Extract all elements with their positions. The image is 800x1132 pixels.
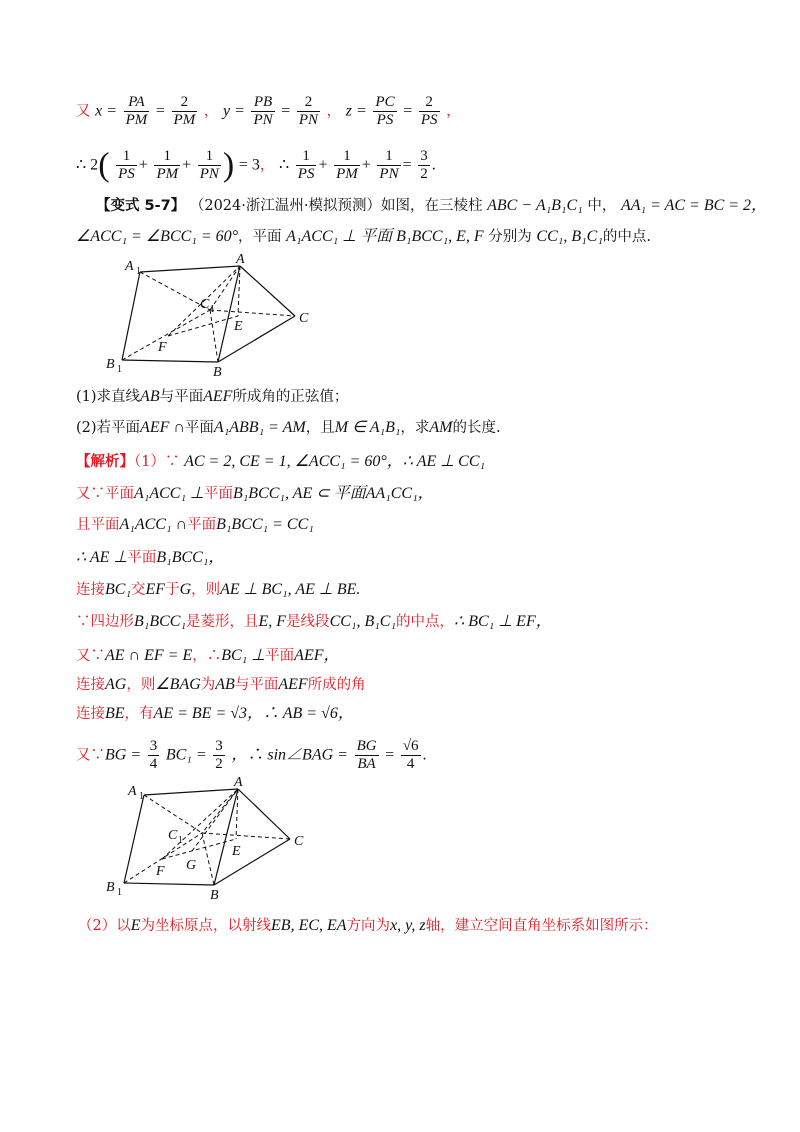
svg-text:1: 1 (139, 791, 144, 802)
solution-line-4: ∴ AE ⊥平面B₁BCC₁， (76, 549, 225, 566)
math-prism: ABC − A₁B₁C₁ (487, 197, 583, 214)
line-1: 又 x = $\frac{PA}{PM}$ = $\frac{2}{PM}$ ， y = $\frac{PB}{PN}$ = $\frac{2}{PN}$ ， z = $\frac{PC}{PS}$ = $\frac{2}{PS}$ ， (76, 94, 461, 128)
label-b-b: B (210, 888, 219, 903)
svg-text:1: 1 (117, 364, 122, 375)
frac-3-2b: $\frac{3}{2}$ (215, 738, 223, 772)
math-therefore-2: ∴ 2 (76, 156, 99, 174)
solution-line-10: 又∵BG = $\frac{3}{4}$ BC₁ = $\frac{3}{2}$ ，∴ sin∠BAG = $\frac{BG}{BA}$ = $\frac{√6}{4}$ . (76, 738, 427, 772)
solution-line-9: 连接BE，有AE = BE = √3，∴ AB = √6， (76, 705, 354, 722)
math-eq3: = 3 (238, 156, 260, 174)
label-b: B (213, 365, 222, 380)
line-2: ∴ 2( $\frac{1}{PS}$ + $\frac{1}{PM}$ + $\frac{1}{PN}$ ) = 3， ∴ $\frac{1}{PS}$ + $\frac{1}{PM}$ + $\frac{1}{PN}$ = $\frac{3}{2}$ . (76, 146, 436, 184)
solution-line-6: ∵四边形B₁BCC₁是菱形，且E, F是线段CC₁, B₁C₁的中点，∴ BC₁ ⊥ EF， (76, 613, 552, 630)
prism-figure-1 (100, 250, 330, 380)
question-1: (1)求直线AB与平面AEF所成角的正弦值； (76, 388, 349, 405)
svg-text:1: 1 (178, 835, 183, 846)
frac-pc-ps: $\frac{PC}{PS}$ (375, 94, 395, 128)
frac-2-pn: $\frac{2}{PN}$ (298, 94, 319, 128)
label-e: E (234, 319, 243, 334)
label-a1-b: A (128, 784, 137, 799)
frac-1-pm: $\frac{1}{PM}$ (156, 148, 179, 182)
solution-line-1: 【解析】（1）∵ AC = 2, CE = 1, ∠ACC₁ = 60°，∴ AE ⊥ CC₁ (76, 453, 486, 470)
frac-3-2: $\frac{3}{2}$ (420, 148, 428, 182)
solution-line-5: 连接BC₁交EF于G，则AE ⊥ BC₁, AE ⊥ BE. (76, 581, 361, 598)
frac-2-ps: $\frac{2}{PS}$ (420, 94, 438, 128)
svg-text:1: 1 (210, 304, 215, 315)
math-y: y = (222, 102, 245, 120)
frac-1-pn-b: $\frac{1}{PN}$ (379, 148, 399, 182)
solution-line-3: 且平面A₁ACC₁ ∩平面B₁BCC₁ = CC₁ (76, 516, 314, 533)
label-f: F (158, 340, 167, 355)
math-cond2: ∠ACC₁ = ∠BCC₁ = 60° (76, 228, 239, 245)
svg-text:1: 1 (117, 887, 122, 898)
label-c-b: C (294, 834, 304, 849)
frac-1-pn: $\frac{1}{PN}$ (199, 148, 219, 182)
label-b1: B (106, 357, 115, 372)
frac-pb-pn: $\frac{PB}{PN}$ (253, 94, 273, 128)
text-you: 又 (76, 103, 91, 120)
label-c1-b: C (168, 828, 178, 843)
label-c: C (299, 311, 309, 326)
label-b1-b: B (106, 880, 115, 895)
solution-tag: 【解析】 (76, 454, 134, 470)
frac-1-ps: $\frac{1}{PS}$ (118, 148, 135, 182)
solution-line-7: 又∵AE ∩ EF = E，∴BC₁ ⊥平面AEF， (76, 647, 340, 664)
part-2-line: （2）以E为坐标原点，以射线EB, EC, EA方向为x, y, z轴，建立空间直角坐标系如图所示： (78, 917, 658, 934)
label-c1: C (200, 297, 210, 312)
math-z: z = (345, 102, 367, 120)
label-a1: A (125, 259, 134, 274)
label-e-b: E (232, 844, 241, 859)
math-x: x = (95, 102, 118, 120)
label-a-b: A (234, 775, 243, 790)
problem-line-2: ∠ACC₁ = ∠BCC₁ = 60°，平面 A₁ACC₁ ⊥ 平面 B₁BCC₁, E, F 分别为 CC₁, B₁C₁的中点. (76, 228, 651, 245)
frac-3-4: $\frac{3}{4}$ (149, 738, 158, 772)
frac-pa-pm: $\frac{PA}{PM}$ (125, 94, 148, 128)
frac-1-pm-b: $\frac{1}{PM}$ (336, 148, 358, 182)
svg-text:1: 1 (136, 266, 141, 277)
frac-sqrt6-4: $\frac{√6}{4}$ (402, 738, 419, 772)
prism-figure-2 (100, 775, 330, 910)
problem-source: （2024·浙江温州·模拟预测）如图，在三棱柱 (189, 198, 483, 214)
solution-line-2: 又∵平面A₁ACC₁ ⊥平面B₁BCC₁, AE ⊂ 平面AA₁CC₁， (76, 485, 434, 502)
label-f-b: F (156, 864, 165, 879)
problem-line-1: 【变式 5-7】 （2024·浙江温州·模拟预测）如图，在三棱柱 ABC − A₁B₁C₁ 中， AA₁ = AC = BC = 2， (96, 197, 768, 214)
frac-2-pm: $\frac{2}{PM}$ (173, 94, 196, 128)
label-g: G (186, 858, 197, 873)
label-a: A (236, 252, 245, 267)
problem-tag: 【变式 5-7】 (96, 198, 186, 214)
frac-1-ps-b: $\frac{1}{PS}$ (297, 148, 315, 182)
math-cond1: AA₁ = AC = BC = 2， (620, 197, 768, 214)
solution-line-8: 连接AG，则∠BAG为AB与平面AEF所成的角 (76, 676, 366, 693)
question-2: (2)若平面AEF ∩平面A₁ABB₁ = AM，且M ∈ A₁B₁，求AM的长度. (76, 419, 501, 436)
frac-bg-ba: $\frac{BG}{BA}$ (356, 738, 377, 772)
